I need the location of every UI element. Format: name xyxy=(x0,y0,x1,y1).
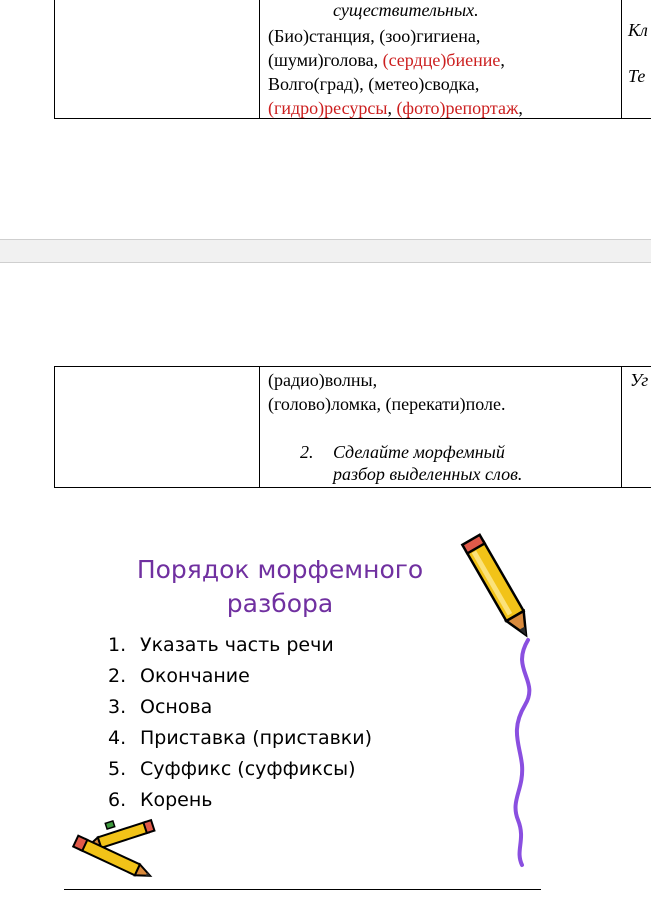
list-item xyxy=(108,785,372,816)
list-item xyxy=(108,630,372,661)
highlighted-word: (сердце)биение xyxy=(382,50,501,70)
slide-title-line: Порядок морфемного xyxy=(136,555,424,584)
pencil-squiggle-icon xyxy=(460,530,550,875)
list-item xyxy=(108,692,372,723)
list-text: Приставка (приставки) xyxy=(140,727,373,749)
text-run: , xyxy=(500,50,505,70)
list-item xyxy=(108,723,372,754)
page-break xyxy=(0,239,651,263)
bottom-rule xyxy=(64,889,541,890)
slide-title-line: разбора xyxy=(226,589,334,618)
list-number: 6. xyxy=(108,789,127,811)
column-divider xyxy=(621,367,622,487)
table-top-line-5 xyxy=(268,96,523,120)
column-divider xyxy=(259,367,260,487)
table-bottom-line-2: (голово)ломка, (перекати)поле. xyxy=(268,394,506,414)
text-run: существительных. xyxy=(333,0,479,20)
table-top-line-3 xyxy=(268,48,505,72)
table-top-line-2 xyxy=(268,24,480,48)
list-item xyxy=(108,754,372,785)
text-run: , xyxy=(387,98,397,118)
right-column-text: Уг xyxy=(630,370,649,390)
list-number: 4. xyxy=(108,727,127,749)
list-text: Суффикс (суффиксы) xyxy=(140,758,356,780)
crossed-pencils-icon xyxy=(62,818,172,888)
list-text: Корень xyxy=(140,789,213,811)
highlighted-word: (фото)репортаж xyxy=(396,98,519,118)
steps-list xyxy=(108,630,372,816)
text-run: (шуми)голова, xyxy=(268,50,383,70)
task-line-2: разбор выделенных слов. xyxy=(333,464,523,484)
table-top-line-1 xyxy=(333,0,479,22)
list-number: 2. xyxy=(108,665,127,687)
task-line-1: Сделайте морфемный xyxy=(333,442,505,462)
text-run: Волго(град), (метео)сводка, xyxy=(268,74,480,94)
text-run: (Био)станция, (зоо)гигиена, xyxy=(268,26,481,46)
column-divider xyxy=(621,0,622,118)
highlighted-word: (гидро)ресурсы xyxy=(268,98,388,118)
task-number: 2. xyxy=(300,442,314,462)
list-text: Указать часть речи xyxy=(140,634,334,656)
list-number: 1. xyxy=(108,634,127,656)
slide-title xyxy=(110,553,450,621)
list-number: 3. xyxy=(108,696,127,718)
column-divider xyxy=(259,0,260,118)
text-run: , xyxy=(518,98,523,118)
table-bottom-line-1: (радио)волны, xyxy=(268,370,378,390)
right-column-text: Кл xyxy=(628,20,648,40)
table-top-line-4 xyxy=(268,72,479,96)
list-number: 5. xyxy=(108,758,127,780)
list-item xyxy=(108,661,372,692)
list-text: Окончание xyxy=(140,665,250,687)
right-column-text: Те xyxy=(628,66,646,86)
list-text: Основа xyxy=(140,696,213,718)
